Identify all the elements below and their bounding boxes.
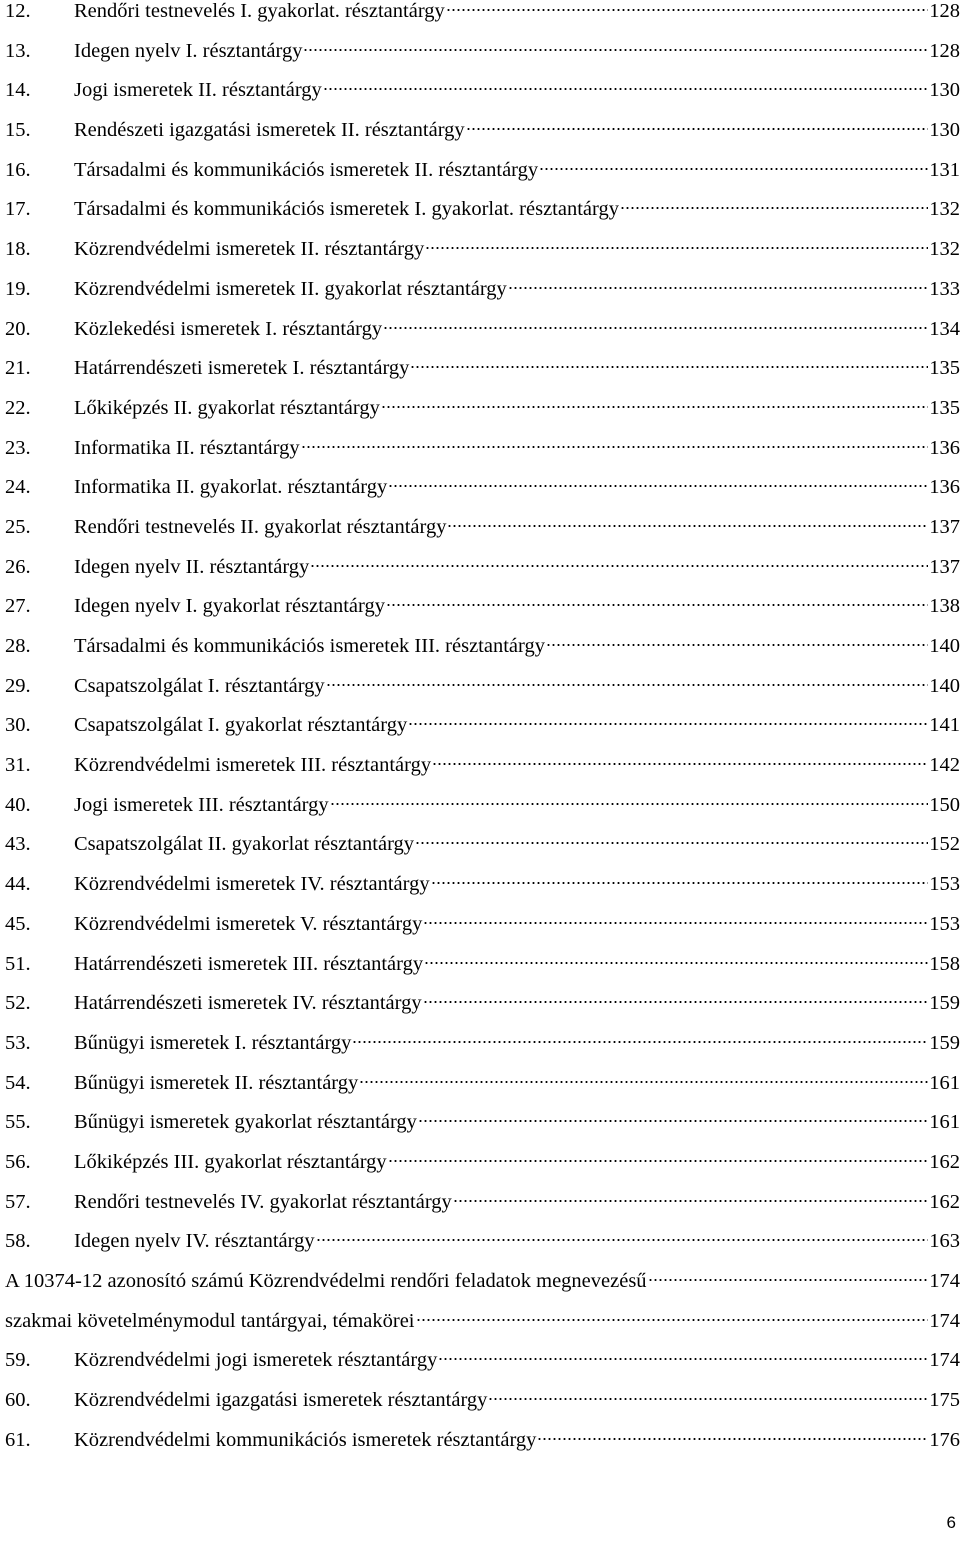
toc-entry-number: 27. — [5, 595, 31, 618]
toc-entry-number: 29. — [5, 674, 31, 697]
toc-entry-page: 159 — [929, 1031, 960, 1054]
toc-entry-page: 140 — [929, 674, 960, 697]
toc-entry-title: Jogi ismeretek III. résztantárgy — [74, 793, 329, 816]
toc-entry[interactable] — [5, 1421, 960, 1461]
toc-entry[interactable] — [5, 349, 960, 389]
dot-leader — [539, 167, 928, 171]
toc-entry-title: Társadalmi és kommunikációs ismeretek I. gyakorlat. résztantárgy — [74, 198, 619, 221]
toc-entry-title: Közrendvédelmi ismeretek II. résztantárgy — [74, 238, 425, 261]
toc-entry-page: 162 — [929, 1190, 960, 1213]
toc-entry-title: Bűnügyi ismeretek I. résztantárgy — [74, 1031, 352, 1054]
dot-leader — [381, 405, 928, 409]
toc-entry-page: 131 — [929, 158, 960, 181]
toc-entry-page: 174 — [929, 1349, 960, 1372]
toc-entry-page: 140 — [929, 635, 960, 657]
toc-entry[interactable] — [5, 32, 960, 72]
toc-entry-title: Idegen nyelv I. gyakorlat résztantárgy — [74, 595, 385, 618]
dot-leader — [310, 564, 928, 568]
dot-leader — [447, 524, 928, 528]
dot-leader — [446, 8, 928, 12]
toc-entry-title: Közrendvédelmi ismeretek III. résztantárgy — [74, 754, 432, 777]
toc-entry-page: 175 — [929, 1389, 960, 1412]
toc-entry-title: Idegen nyelv I. résztantárgy — [74, 39, 303, 62]
toc-entry-number: 56. — [5, 1150, 31, 1173]
toc-entry-page: 138 — [929, 595, 960, 618]
toc-entry-number: 30. — [5, 714, 31, 737]
toc-entry[interactable] — [5, 548, 960, 588]
toc-entry-title: A 10374-12 azonosító számú Közrendvédelmi rendőri feladatok megnevezésű — [5, 1270, 647, 1292]
toc-entry-title: Társadalmi és kommunikációs ismeretek III. résztantárgy — [74, 635, 545, 657]
toc-entry-page: 133 — [929, 277, 960, 300]
toc-entry-page: 159 — [929, 992, 960, 1015]
toc-entry-page: 136 — [929, 476, 960, 499]
toc-entry-page: 162 — [929, 1150, 960, 1173]
dot-leader — [425, 246, 928, 250]
toc-entry-number: 28. — [5, 635, 31, 657]
toc-entry[interactable] — [5, 111, 960, 151]
toc-entry-page: 153 — [929, 873, 960, 896]
toc-entry[interactable] — [5, 1103, 960, 1143]
toc-entry[interactable] — [5, 230, 960, 270]
toc-entry-title: Informatika II. résztantárgy — [74, 436, 300, 459]
toc-entry-number: 16. — [5, 158, 31, 181]
toc-entry-number: 57. — [5, 1190, 31, 1213]
toc-entry[interactable] — [5, 706, 960, 746]
toc-entry-page: 141 — [929, 714, 960, 737]
toc-entry-number: 53. — [5, 1031, 31, 1054]
dot-leader — [648, 1278, 929, 1282]
toc-entry[interactable] — [5, 627, 960, 667]
toc-entry-title: Határrendészeti ismeretek IV. résztantárgy — [74, 992, 422, 1015]
toc-entry[interactable] — [5, 1302, 960, 1342]
dot-leader — [424, 961, 928, 965]
toc-entry-title: Csapatszolgálat I. gyakorlat résztantárgy — [74, 714, 408, 737]
toc-entry[interactable] — [5, 1024, 960, 1064]
toc-entry-title: Közrendvédelmi ismeretek II. gyakorlat résztantárgy — [74, 277, 507, 300]
toc-entry-page: 135 — [929, 396, 960, 419]
dot-leader — [423, 1000, 929, 1004]
toc-entry-page: 136 — [929, 436, 960, 459]
toc-entry[interactable] — [5, 270, 960, 310]
toc-entry-page: 130 — [929, 119, 960, 142]
toc-entry-page: 176 — [929, 1428, 960, 1451]
dot-leader — [352, 1040, 928, 1044]
toc-entry-title: Rendőri testnevelés I. gyakorlat. résztantárgy — [74, 0, 445, 22]
toc-entry-title: Közrendvédelmi igazgatási ismeretek résztantárgy — [74, 1389, 488, 1412]
toc-entry-number: 40. — [5, 793, 31, 816]
dot-leader — [410, 365, 928, 369]
toc-entry-page: 158 — [929, 952, 960, 975]
dot-leader — [546, 643, 928, 647]
toc-entry-number: 12. — [5, 0, 31, 22]
toc-entry-page: 128 — [929, 0, 960, 22]
dot-leader — [323, 87, 928, 91]
toc-entry[interactable] — [5, 1341, 960, 1381]
toc-entry-page: 153 — [929, 912, 960, 935]
toc-entry[interactable] — [5, 429, 960, 469]
toc-entry[interactable] — [5, 508, 960, 548]
toc-entry-number: 54. — [5, 1071, 31, 1094]
dot-leader — [466, 127, 929, 131]
dot-leader — [388, 484, 928, 488]
toc-entry[interactable] — [5, 71, 960, 111]
toc-entry-title: Határrendészeti ismeretek I. résztantárgy — [74, 357, 410, 380]
toc-entry[interactable] — [5, 786, 960, 826]
toc-entry-number: 19. — [5, 277, 31, 300]
toc-entry-number: 59. — [5, 1349, 31, 1372]
toc-entry[interactable] — [5, 468, 960, 508]
dot-leader — [620, 206, 928, 210]
toc-entry-number: 52. — [5, 992, 31, 1015]
dot-leader — [537, 1437, 928, 1441]
toc-entry-title: Idegen nyelv II. résztantárgy — [74, 555, 310, 578]
toc-entry-page: 174 — [929, 1270, 960, 1292]
dot-leader — [330, 802, 929, 806]
dot-leader — [359, 1080, 928, 1084]
toc-entry-page: 142 — [929, 754, 960, 777]
dot-leader — [383, 326, 928, 330]
toc-entry-number: 55. — [5, 1111, 31, 1134]
toc-entry-title: Bűnügyi ismeretek II. résztantárgy — [74, 1071, 359, 1094]
page-number: 6 — [946, 1513, 956, 1532]
dot-leader — [418, 1119, 928, 1123]
toc-entry-page: 150 — [929, 793, 960, 816]
toc-entry-title: Közrendvédelmi ismeretek V. résztantárgy — [74, 912, 423, 935]
toc-entry-title: Közrendvédelmi ismeretek IV. résztantárgy — [74, 873, 430, 896]
toc-entry-title: Csapatszolgálat I. résztantárgy — [74, 674, 325, 697]
dot-leader — [508, 286, 928, 290]
toc-entry-page: 152 — [929, 833, 960, 856]
toc-entry[interactable] — [5, 865, 960, 905]
toc-entry-number: 43. — [5, 833, 31, 856]
toc-entry[interactable] — [5, 0, 960, 32]
toc-entry[interactable] — [5, 1183, 960, 1223]
toc-entry[interactable] — [5, 984, 960, 1024]
toc-entry-page: 132 — [929, 198, 960, 221]
toc-entry-number: 18. — [5, 238, 31, 261]
toc-entry-number: 45. — [5, 912, 31, 935]
toc-entry[interactable] — [5, 667, 960, 707]
toc-entry-page: 134 — [929, 317, 960, 340]
dot-leader — [416, 1318, 929, 1322]
toc-entry-number: 14. — [5, 79, 31, 102]
toc-entry-page: 163 — [929, 1230, 960, 1253]
toc-entry-number: 61. — [5, 1428, 31, 1451]
toc-entry-title: Lőkiképzés II. gyakorlat résztantárgy — [74, 396, 380, 419]
dot-leader — [386, 603, 928, 607]
dot-leader — [438, 1357, 928, 1361]
toc-entry[interactable] — [5, 1262, 960, 1302]
toc-entry[interactable] — [5, 389, 960, 429]
toc-entry[interactable] — [5, 190, 960, 230]
toc-entry-title: Rendészeti igazgatási ismeretek II. résztantárgy — [74, 119, 465, 142]
toc-entry-title: Közrendvédelmi kommunikációs ismeretek résztantárgy — [74, 1428, 537, 1451]
toc-entry-page: 128 — [929, 39, 960, 62]
toc-entry-title: Csapatszolgálat II. gyakorlat résztantárgy — [74, 833, 415, 856]
toc-entry-page: 174 — [929, 1309, 960, 1332]
dot-leader — [415, 841, 928, 845]
toc-entry-title: Lőkiképzés III. gyakorlat résztantárgy — [74, 1150, 387, 1173]
toc-entry-page: 132 — [929, 238, 960, 261]
toc-entry-number: 25. — [5, 515, 31, 538]
toc-entry-title: Határrendészeti ismeretek III. résztantárgy — [74, 952, 424, 975]
toc-entry[interactable] — [5, 1064, 960, 1104]
dot-leader — [388, 1159, 929, 1163]
toc-entry[interactable] — [5, 905, 960, 945]
toc-entry-number: 23. — [5, 436, 31, 459]
toc-entry-number: 60. — [5, 1389, 31, 1412]
toc-entry-number: 24. — [5, 476, 31, 499]
toc-entry-number: 15. — [5, 119, 31, 142]
toc-entry-page: 135 — [929, 357, 960, 380]
toc-entry-number: 58. — [5, 1230, 31, 1253]
toc-entry-number: 26. — [5, 555, 31, 578]
toc-entry[interactable] — [5, 945, 960, 985]
toc-entry-page: 130 — [929, 79, 960, 102]
toc-entry[interactable] — [5, 151, 960, 191]
toc-entry[interactable] — [5, 310, 960, 350]
toc-entry-page: 137 — [929, 515, 960, 538]
toc-entry-page: 161 — [929, 1111, 960, 1134]
dot-leader — [431, 881, 929, 885]
toc-entry-number: 44. — [5, 873, 31, 896]
toc-entry-title: Társadalmi és kommunikációs ismeretek II. résztantárgy — [74, 158, 539, 181]
toc-entry-page: 161 — [929, 1071, 960, 1094]
toc-entry-title: szakmai követelménymodul tantárgyai, témakörei — [5, 1309, 415, 1332]
toc-entry[interactable] — [5, 825, 960, 865]
toc-entry[interactable] — [5, 746, 960, 786]
toc-entry[interactable] — [5, 587, 960, 627]
toc-entry-number: 51. — [5, 952, 31, 975]
toc-entry-number: 31. — [5, 754, 31, 777]
dot-leader — [408, 722, 928, 726]
dot-leader — [432, 762, 928, 766]
toc-entry-title: Rendőri testnevelés II. gyakorlat résztantárgy — [74, 515, 447, 538]
toc-entry-number: 21. — [5, 357, 31, 380]
toc-entry[interactable] — [5, 1381, 960, 1421]
toc-entry-title: Rendőri testnevelés IV. gyakorlat résztantárgy — [74, 1190, 452, 1213]
toc-entry-title: Jogi ismeretek II. résztantárgy — [74, 79, 322, 102]
toc-entry-title: Idegen nyelv IV. résztantárgy — [74, 1230, 315, 1253]
toc-entry-number: 20. — [5, 317, 31, 340]
dot-leader — [488, 1397, 928, 1401]
toc-entry-number: 17. — [5, 198, 31, 221]
dot-leader — [301, 445, 929, 449]
toc-entry-title: Közlekedési ismeretek I. résztantárgy — [74, 317, 383, 340]
dot-leader — [453, 1199, 928, 1203]
toc-entry-number: 22. — [5, 396, 31, 419]
toc-entry-title: Közrendvédelmi jogi ismeretek résztantárgy — [74, 1349, 438, 1372]
toc-entry-title: Informatika II. gyakorlat. résztantárgy — [74, 476, 388, 499]
toc-entry[interactable] — [5, 1222, 960, 1262]
table-of-contents — [5, 0, 960, 1460]
dot-leader — [303, 48, 928, 52]
dot-leader — [316, 1238, 929, 1242]
toc-entry-number: 13. — [5, 39, 31, 62]
toc-entry-title: Bűnügyi ismeretek gyakorlat résztantárgy — [74, 1111, 417, 1134]
toc-entry-page: 137 — [929, 555, 960, 578]
dot-leader — [326, 683, 929, 687]
toc-entry[interactable] — [5, 1143, 960, 1183]
dot-leader — [423, 921, 928, 925]
